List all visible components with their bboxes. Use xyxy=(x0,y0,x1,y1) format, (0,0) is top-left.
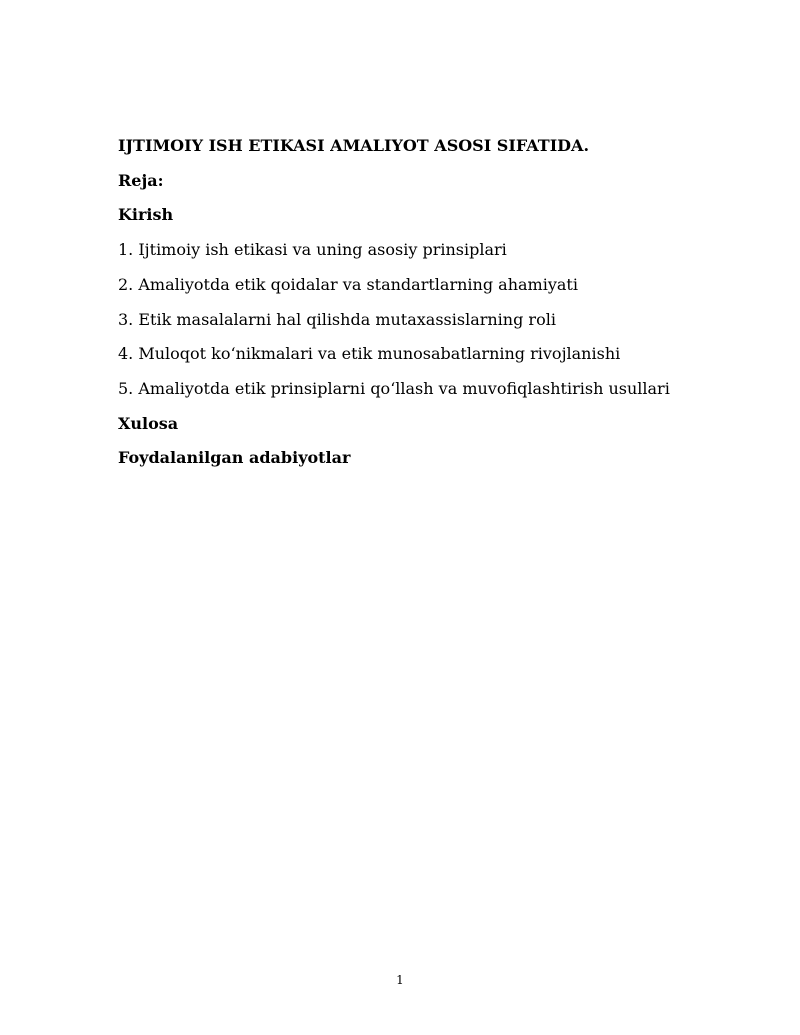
plan-item: 4. Muloqot ko‘nikmalari va etik munosabatlarning rivojlanishi xyxy=(118,344,621,364)
references-heading: Foydalanilgan adabiyotlar xyxy=(118,448,351,468)
conclusion-heading: Xulosa xyxy=(118,413,179,433)
document-body xyxy=(118,129,718,476)
page-number: 1 xyxy=(396,973,404,987)
plan-item: 5. Amaliyotda etik prinsiplarni qo‘llash va muvofiqlashtirish usullari xyxy=(118,378,670,398)
plan-item: 1. Ijtimoiy ish etikasi va uning asosiy prinsiplari xyxy=(118,240,507,260)
plan-item: 2. Amaliyotda etik qoidalar va standartlarning ahamiyati xyxy=(118,274,578,294)
document-title: IJTIMOIY ISH ETIKASI AMALIYOT ASOSI SIFATIDA. xyxy=(118,136,590,155)
plan-item: 3. Etik masalalarni hal qilishda mutaxassislarning roli xyxy=(118,309,556,329)
intro-heading: Kirish xyxy=(118,205,174,225)
plan-heading: Reja: xyxy=(118,170,164,190)
